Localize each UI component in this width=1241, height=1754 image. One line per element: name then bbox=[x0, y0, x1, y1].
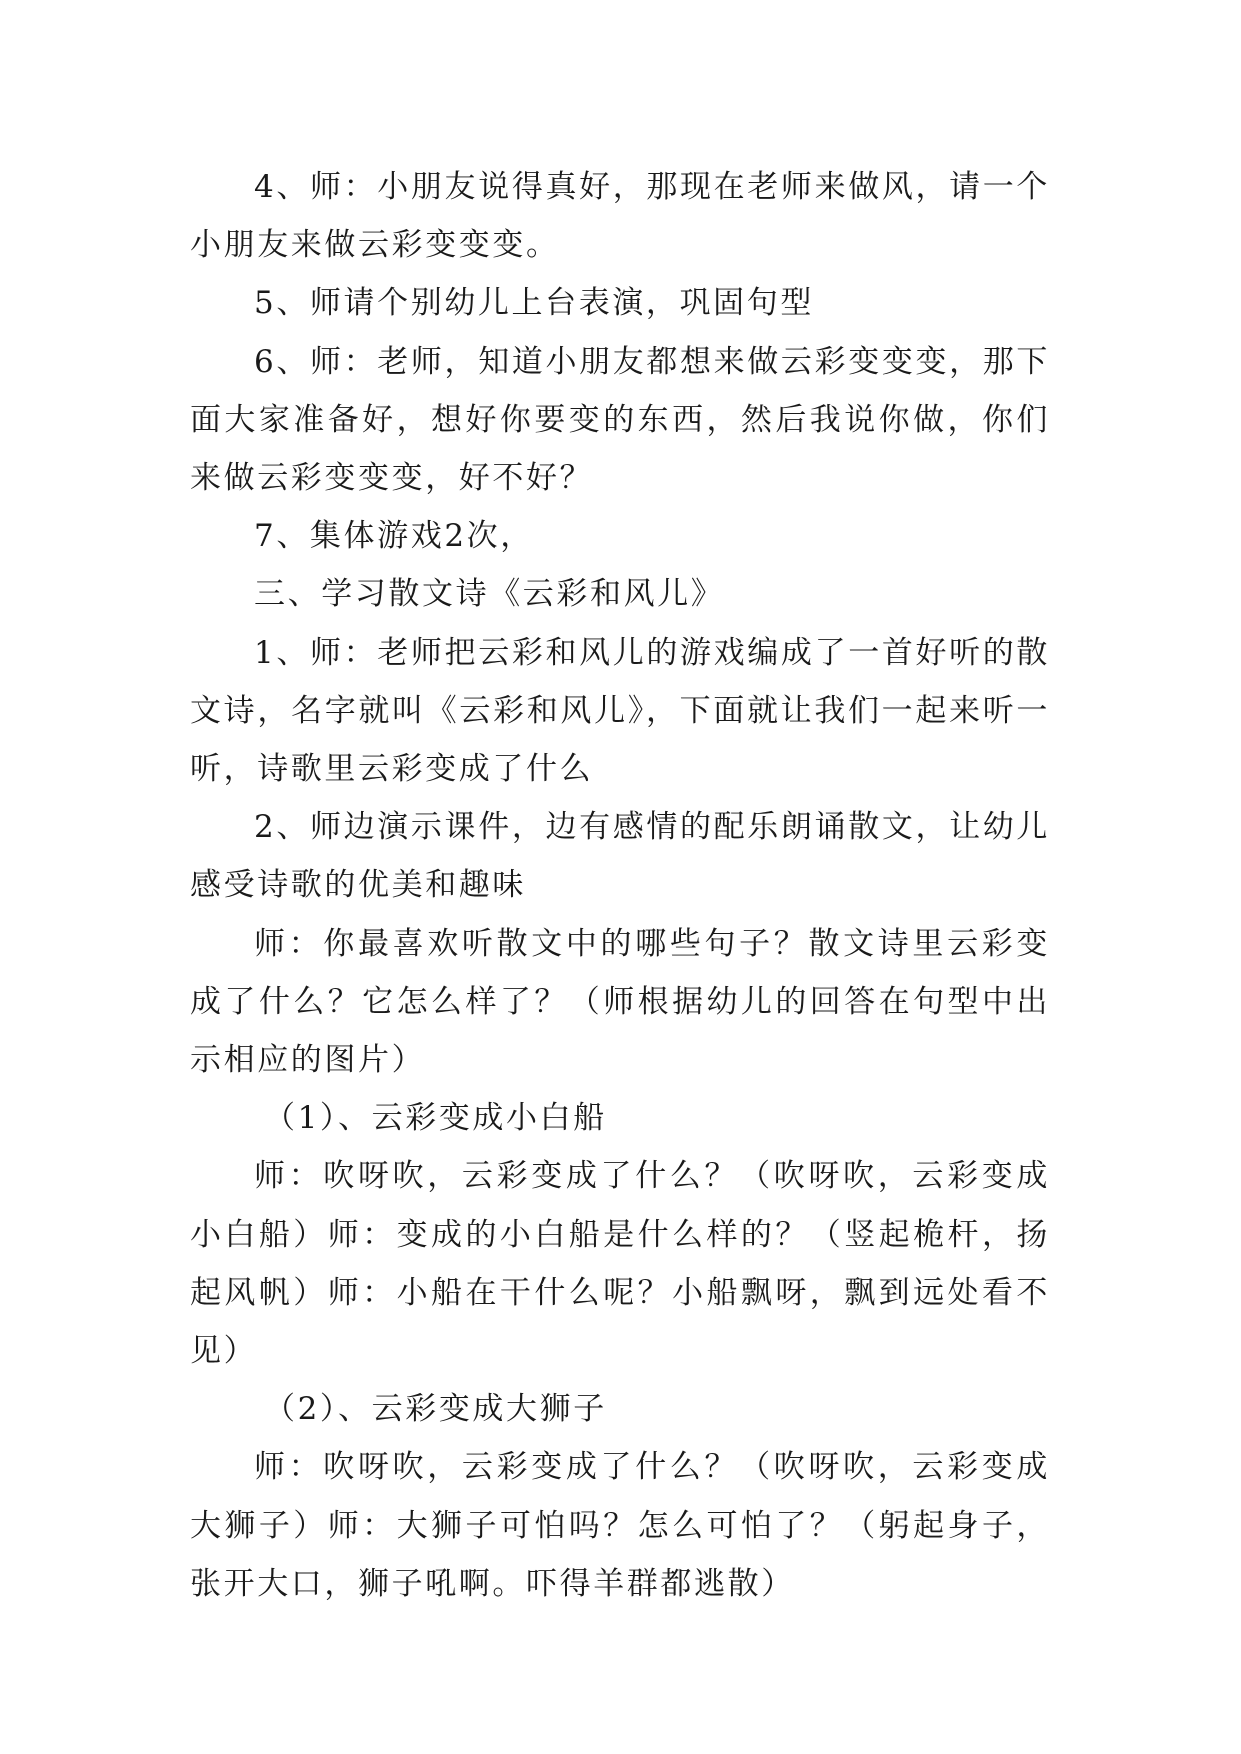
paragraph-step-2: 2、师边演示课件，边有感情的配乐朗诵散文，让幼儿感受诗歌的优美和趣味 bbox=[190, 809, 1050, 904]
paragraph-step-5: 5、师请个别幼儿上台表演，巩固句型 bbox=[254, 285, 814, 322]
paragraph-step-7: 7、集体游戏2次， bbox=[254, 518, 534, 555]
paragraph-white-boat: 师：吹呀吹，云彩变成了什么？（吹呀吹，云彩变成小白船）师：变成的小白船是什么样的？（竖起桅杆，扬起风帆）师：小船在干什么呢？小船飘呀，飘到远处看不见） bbox=[190, 1158, 1050, 1370]
subheading-2: （2）、云彩变成大狮子 bbox=[264, 1391, 607, 1428]
document-body bbox=[190, 158, 1050, 1613]
paragraph-step-6: 6、师：老师，知道小朋友都想来做云彩变变变，那下面大家准备好，想好你要变的东西，然后我说你做，你们来做云彩变变变，好不好？ bbox=[190, 343, 1050, 497]
paragraph-teacher-question: 师：你最喜欢听散文中的哪些句子？散文诗里云彩变成了什么？它怎么样了？（师根据幼儿的回答在句型中出示相应的图片） bbox=[190, 925, 1050, 1079]
paragraph-lion: 师：吹呀吹，云彩变成了什么？（吹呀吹，云彩变成大狮子）师：大狮子可怕吗？怎么可怕了？（躬起身子，张开大口，狮子吼啊。吓得羊群都逃散） bbox=[190, 1449, 1050, 1602]
section-heading-3: 三、学习散文诗《云彩和风儿》 bbox=[254, 576, 725, 613]
paragraph-step-1: 1、师：老师把云彩和风儿的游戏编成了一首好听的散文诗，名字就叫《云彩和风儿》，下面就让我们一起来听一听，诗歌里云彩变成了什么 bbox=[190, 634, 1050, 788]
paragraph-step-4: 4、师：小朋友说得真好，那现在老师来做风，请一个小朋友来做云彩变变变。 bbox=[190, 169, 1050, 264]
subheading-1: （1）、云彩变成小白船 bbox=[264, 1100, 607, 1137]
